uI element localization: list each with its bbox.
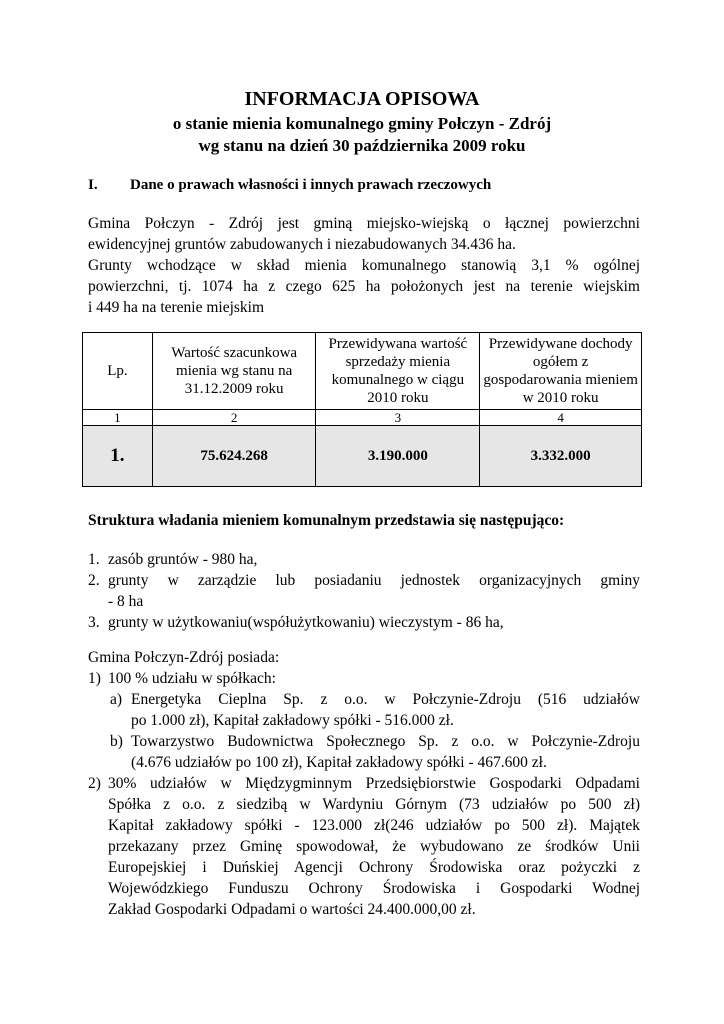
list-marker: 2. — [88, 572, 100, 589]
table-header-cell: Wartość szacunkowa mienia wg stanu na 31.12.2009 roku — [152, 333, 316, 410]
intro-line: powierzchni, tj. 1074 ha z czego 625 ha położonych jest na terenie wiejskim — [88, 278, 640, 295]
list-line: 100 % udziału w spółkach: — [108, 670, 276, 687]
intro-line: i 449 ha na terenie miejskim — [88, 299, 265, 316]
list-line: przekazany przez Gminę spowodował, że wybudowano ze środków Unii — [108, 838, 640, 855]
table-cell: 2 — [152, 410, 316, 426]
ownership-section — [88, 647, 640, 920]
table-header-row — [83, 333, 642, 410]
list-line: (4.676 udziałów po 100 zł), Kapitał zakładowy spółki - 467.600 zł. — [131, 754, 547, 771]
document-subtitle: o stanie mienia komunalnego gminy Połczyn - Zdrój — [172, 114, 552, 133]
intro-line: ewidencyjnej gruntów zabudowanych i niezabudowanych 34.436 ha. — [88, 236, 516, 253]
intro-line: Grunty wchodzące w skład mienia komunalnego stanowią 3,1 % ogólnej — [88, 257, 640, 274]
table-cell: 4 — [480, 410, 642, 426]
list-line: Europejskiej i Duńskiej Agencji Ochrony Środowiska oraz pożyczki z — [108, 859, 640, 876]
list-line: Spółka z o.o. z siedzibą w Wardyniu Górnym (73 udziałów po 500 zł) — [108, 796, 640, 813]
list-line: grunty w zarządzie lub posiadaniu jednostek organizacyjnych gminy — [108, 572, 640, 589]
list-line: po 1.000 zł), Kapitał zakładowy spółki - 516.000 zł. — [131, 712, 454, 729]
list-line: Towarzystwo Budownictwa Społecznego Sp. z o.o. w Połczynie-Zdroju — [131, 733, 640, 750]
table-header-cell: Przewidywane dochody ogółem z gospodarowania mieniem w 2010 roku — [480, 333, 642, 410]
list-marker: 3. — [88, 614, 100, 631]
list-marker: a) — [110, 691, 123, 708]
list-item — [88, 549, 640, 570]
table-cell: 1 — [83, 410, 153, 426]
table-index-row — [83, 410, 642, 426]
list-item — [88, 668, 640, 689]
list-line: zasób gruntów - 980 ha, — [108, 551, 258, 568]
sub-list-item — [88, 731, 640, 773]
list-marker: 2) — [88, 775, 101, 792]
table-cell: 75.624.268 — [152, 426, 316, 487]
section-number: I. — [88, 177, 98, 193]
intro-paragraph — [88, 213, 640, 318]
table-row — [83, 426, 642, 487]
list-item — [88, 773, 640, 920]
list-item — [88, 612, 640, 633]
sub-list-item — [88, 689, 640, 731]
table-header-cell: Lp. — [83, 333, 153, 410]
table-cell: 3.332.000 — [480, 426, 642, 487]
table-header-cell: Przewidywana wartość sprzedaży mienia komunalnego w ciągu 2010 roku — [316, 333, 480, 410]
property-value-table — [82, 332, 642, 487]
list-marker: 1) — [88, 670, 101, 687]
structure-heading: Struktura władania mieniem komunalnym przedstawia się następująco: — [88, 512, 565, 529]
list-line: grunty w użytkowaniu(współużytkowaniu) wieczystym - 86 ha, — [108, 614, 504, 631]
intro-line: Gmina Połczyn - Zdrój jest gminą miejsko-wiejską o łącznej powierzchni — [88, 215, 640, 232]
list-line: Energetyka Cieplna Sp. z o.o. w Połczynie-Zdroju (516 udziałów — [131, 691, 640, 708]
list-line: 30% udziałów w Międzygminnym Przedsiębiorstwie Gospodarki Odpadami — [108, 775, 640, 792]
list-line: Kapitał zakładowy spółki - 123.000 zł(246 udziałów po 500 zł). Majątek — [108, 817, 640, 834]
list-item — [88, 570, 640, 612]
table-cell: 1. — [83, 426, 153, 487]
list-marker: b) — [110, 733, 123, 750]
table-cell: 3.190.000 — [316, 426, 480, 487]
document-title: INFORMACJA OPISOWA — [244, 88, 480, 110]
list-line: Wojewódzkiego Funduszu Ochrony Środowiska i Gospodarki Wodnej — [108, 880, 640, 897]
ownership-intro: Gmina Połczyn-Zdrój posiada: — [88, 649, 280, 666]
structure-list — [88, 549, 640, 633]
document-date: wg stanu na dzień 30 października 2009 roku — [198, 136, 526, 155]
list-line: Zakład Gospodarki Odpadami o wartości 24.400.000,00 zł. — [108, 901, 476, 918]
list-line: - 8 ha — [108, 593, 144, 610]
section-title: Dane o prawach własności i innych prawach rzeczowych — [130, 177, 492, 193]
table-cell: 3 — [316, 410, 480, 426]
list-marker: 1. — [88, 551, 100, 568]
